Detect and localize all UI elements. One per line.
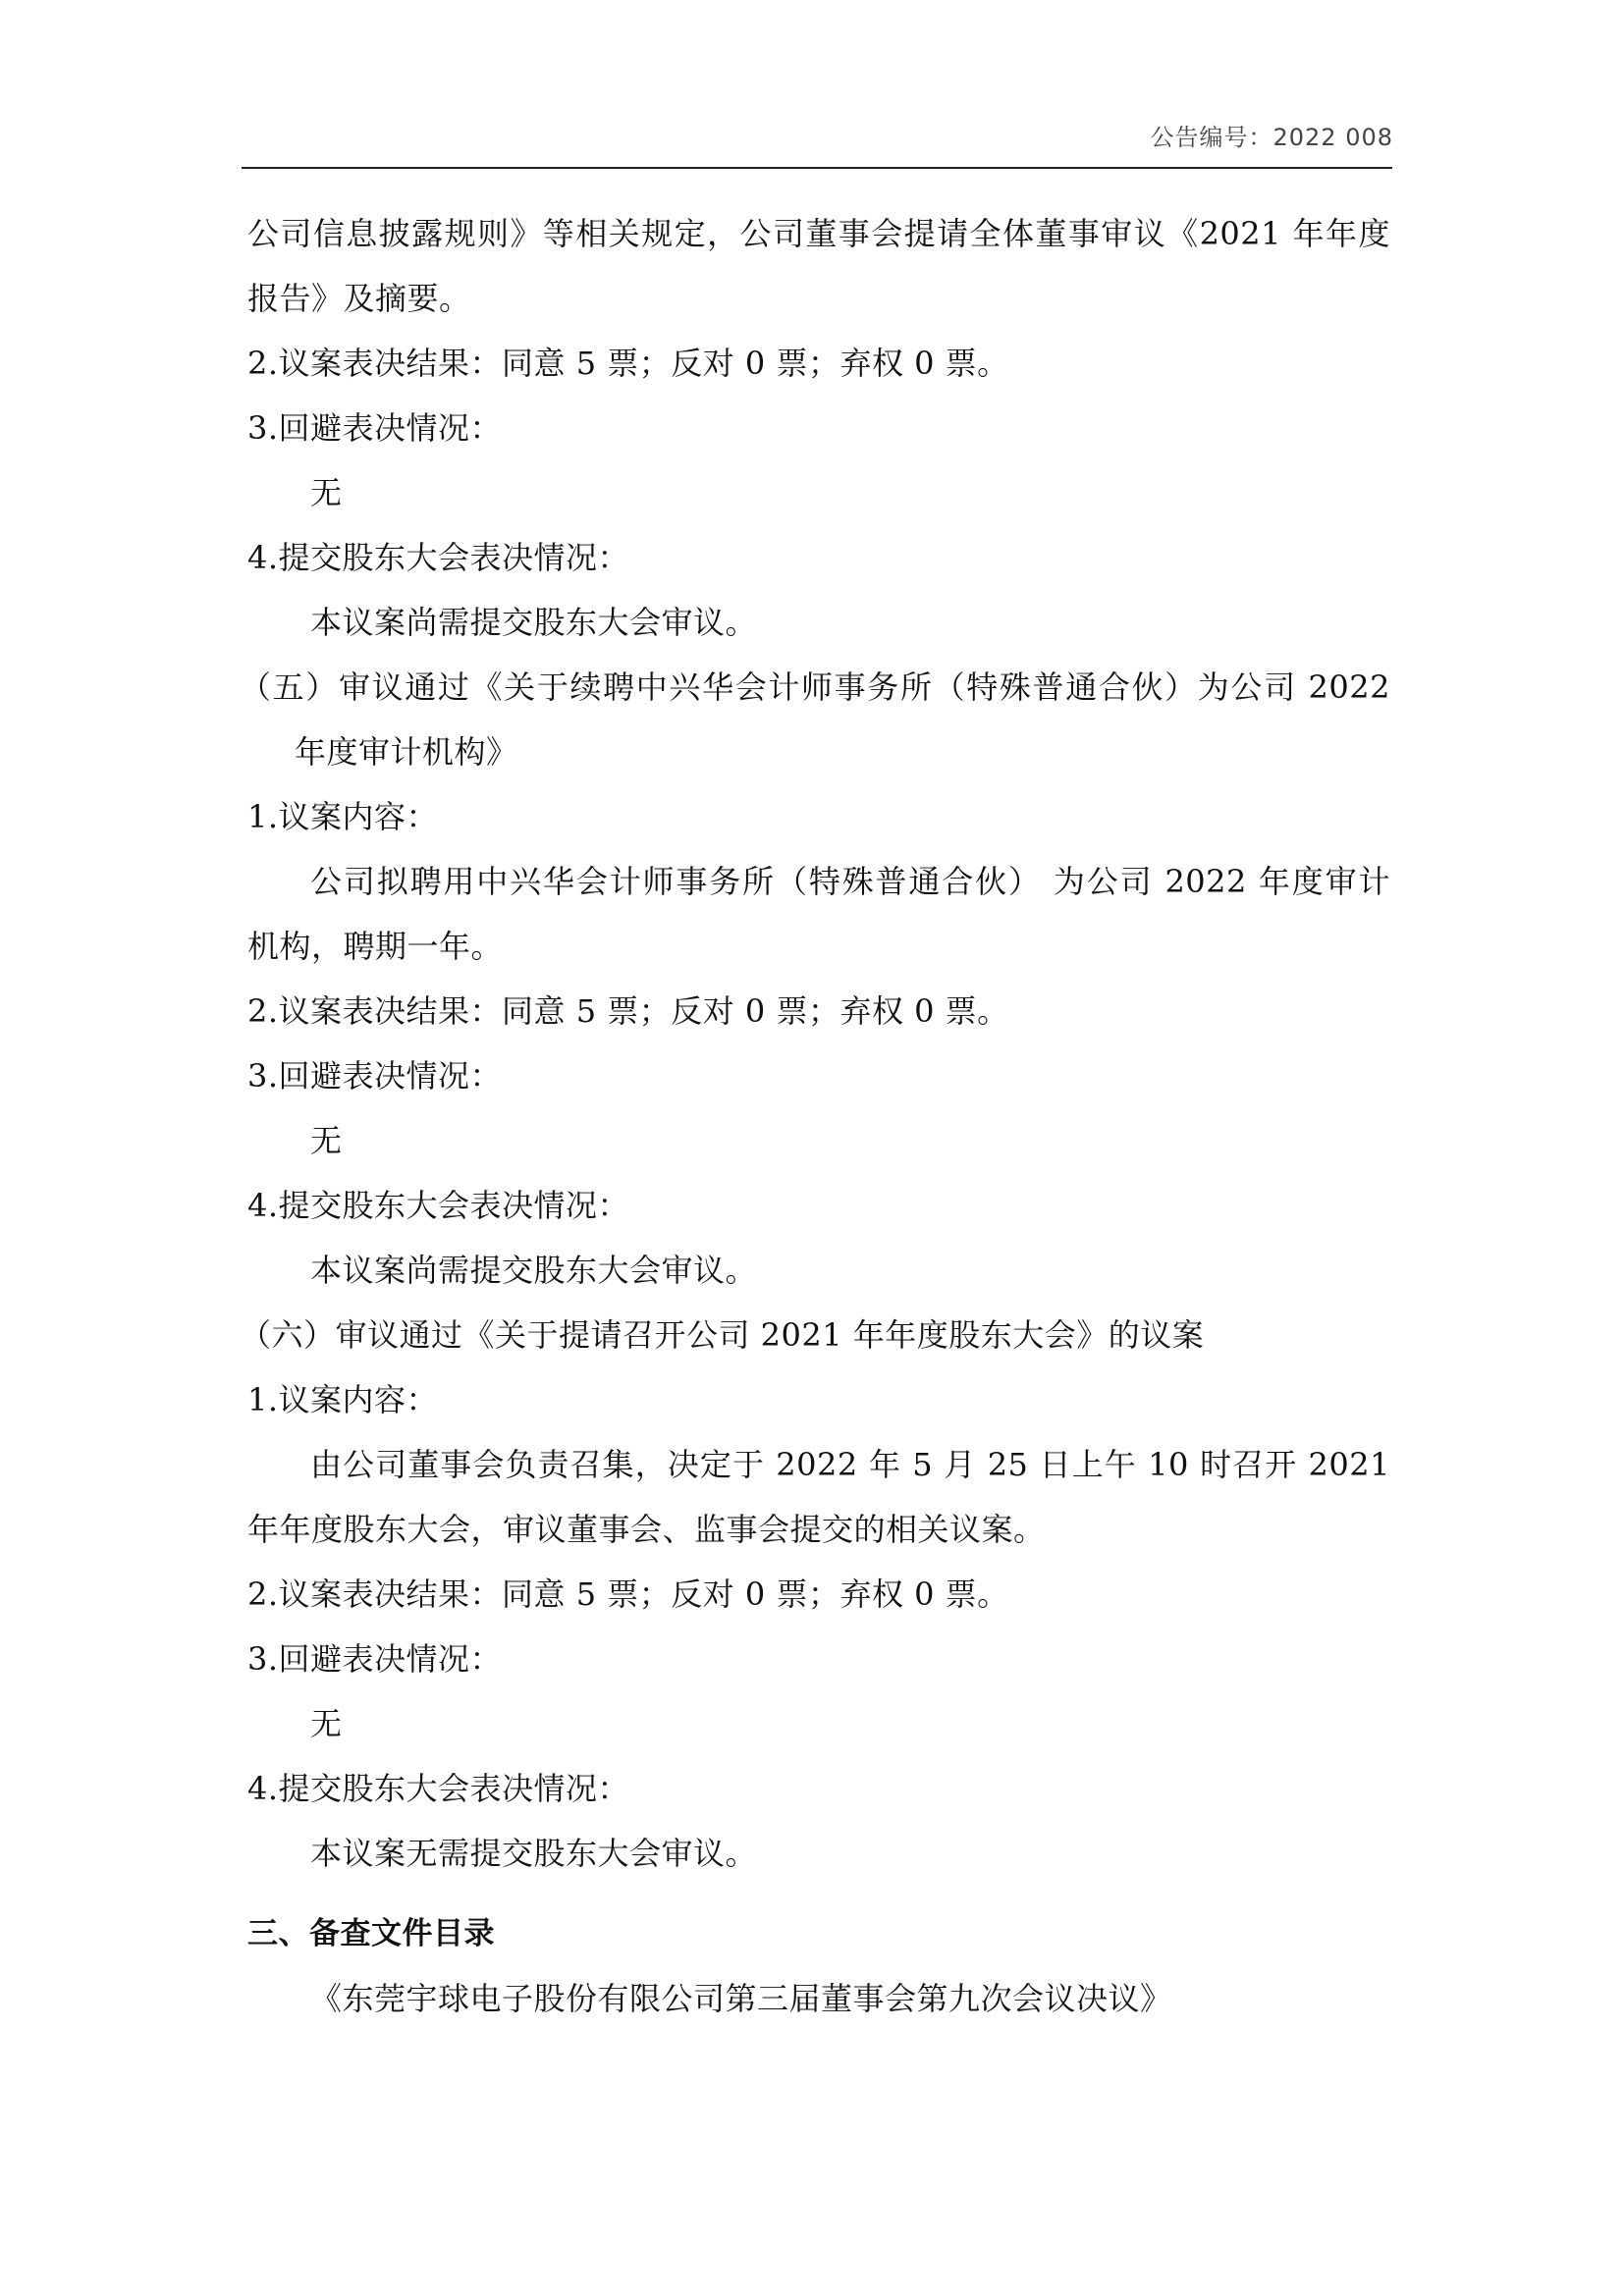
vote-result: 2.议案表决结果：同意 5 票；反对 0 票；弃权 0 票。: [247, 1575, 1009, 1613]
content-line: 公司拟聘用中兴华会计师事务所（特殊普通合伙） 为公司 2022 年度审计: [310, 863, 1390, 900]
document-body: [240, 201, 1390, 2031]
avoidance-label: 3.回避表决情况：: [247, 409, 503, 447]
avoidance-label: 3.回避表决情况：: [247, 1640, 503, 1678]
content-label: 1.议案内容：: [247, 1381, 439, 1418]
submission-value: 本议案尚需提交股东大会审议。: [310, 604, 758, 641]
resolution-title-continued: 年度审计机构》: [295, 733, 518, 771]
avoidance-value: 无: [310, 1705, 343, 1742]
section-heading: 三、备查文件目录: [247, 1916, 495, 1951]
avoidance-value: 无: [310, 474, 343, 511]
header-divider: [242, 167, 1392, 169]
paragraph-line: 报告》及摘要。: [247, 280, 471, 317]
submission-value: 本议案尚需提交股东大会审议。: [310, 1252, 758, 1289]
vote-result: 2.议案表决结果：同意 5 票；反对 0 票；弃权 0 票。: [247, 345, 1009, 382]
content-line: 年年度股东大会，审议董事会、监事会提交的相关议案。: [247, 1511, 1046, 1548]
avoidance-label: 3.回避表决情况：: [247, 1057, 503, 1095]
avoidance-value: 无: [310, 1122, 343, 1159]
submission-label: 4.提交股东大会表决情况：: [247, 539, 630, 576]
submission-label: 4.提交股东大会表决情况：: [247, 1187, 630, 1224]
reference-document: 《东莞宇球电子股份有限公司第三届董事会第九次会议决议》: [310, 1980, 1172, 2017]
paragraph-line: 公司信息披露规则》等相关规定，公司董事会提请全体董事审议《2021 年年度: [247, 215, 1390, 252]
content-label: 1.议案内容：: [247, 798, 439, 835]
content-line: 机构，聘期一年。: [247, 928, 504, 965]
resolution-title: （五）审议通过《关于续聘中兴华会计师事务所（特殊普通合伙）为公司 2022: [240, 668, 1390, 706]
submission-value: 本议案无需提交股东大会审议。: [310, 1835, 758, 1872]
vote-result: 2.议案表决结果：同意 5 票；反对 0 票；弃权 0 票。: [247, 992, 1009, 1030]
submission-label: 4.提交股东大会表决情况：: [247, 1770, 630, 1807]
announcement-number: 公告编号：2022 008: [1150, 124, 1393, 151]
content-line: 由公司董事会负责召集，决定于 2022 年 5 月 25 日上午 10 时召开 2021: [310, 1446, 1390, 1483]
resolution-title: （六）审议通过《关于提请召开公司 2021 年年度股东大会》的议案: [240, 1316, 1205, 1354]
